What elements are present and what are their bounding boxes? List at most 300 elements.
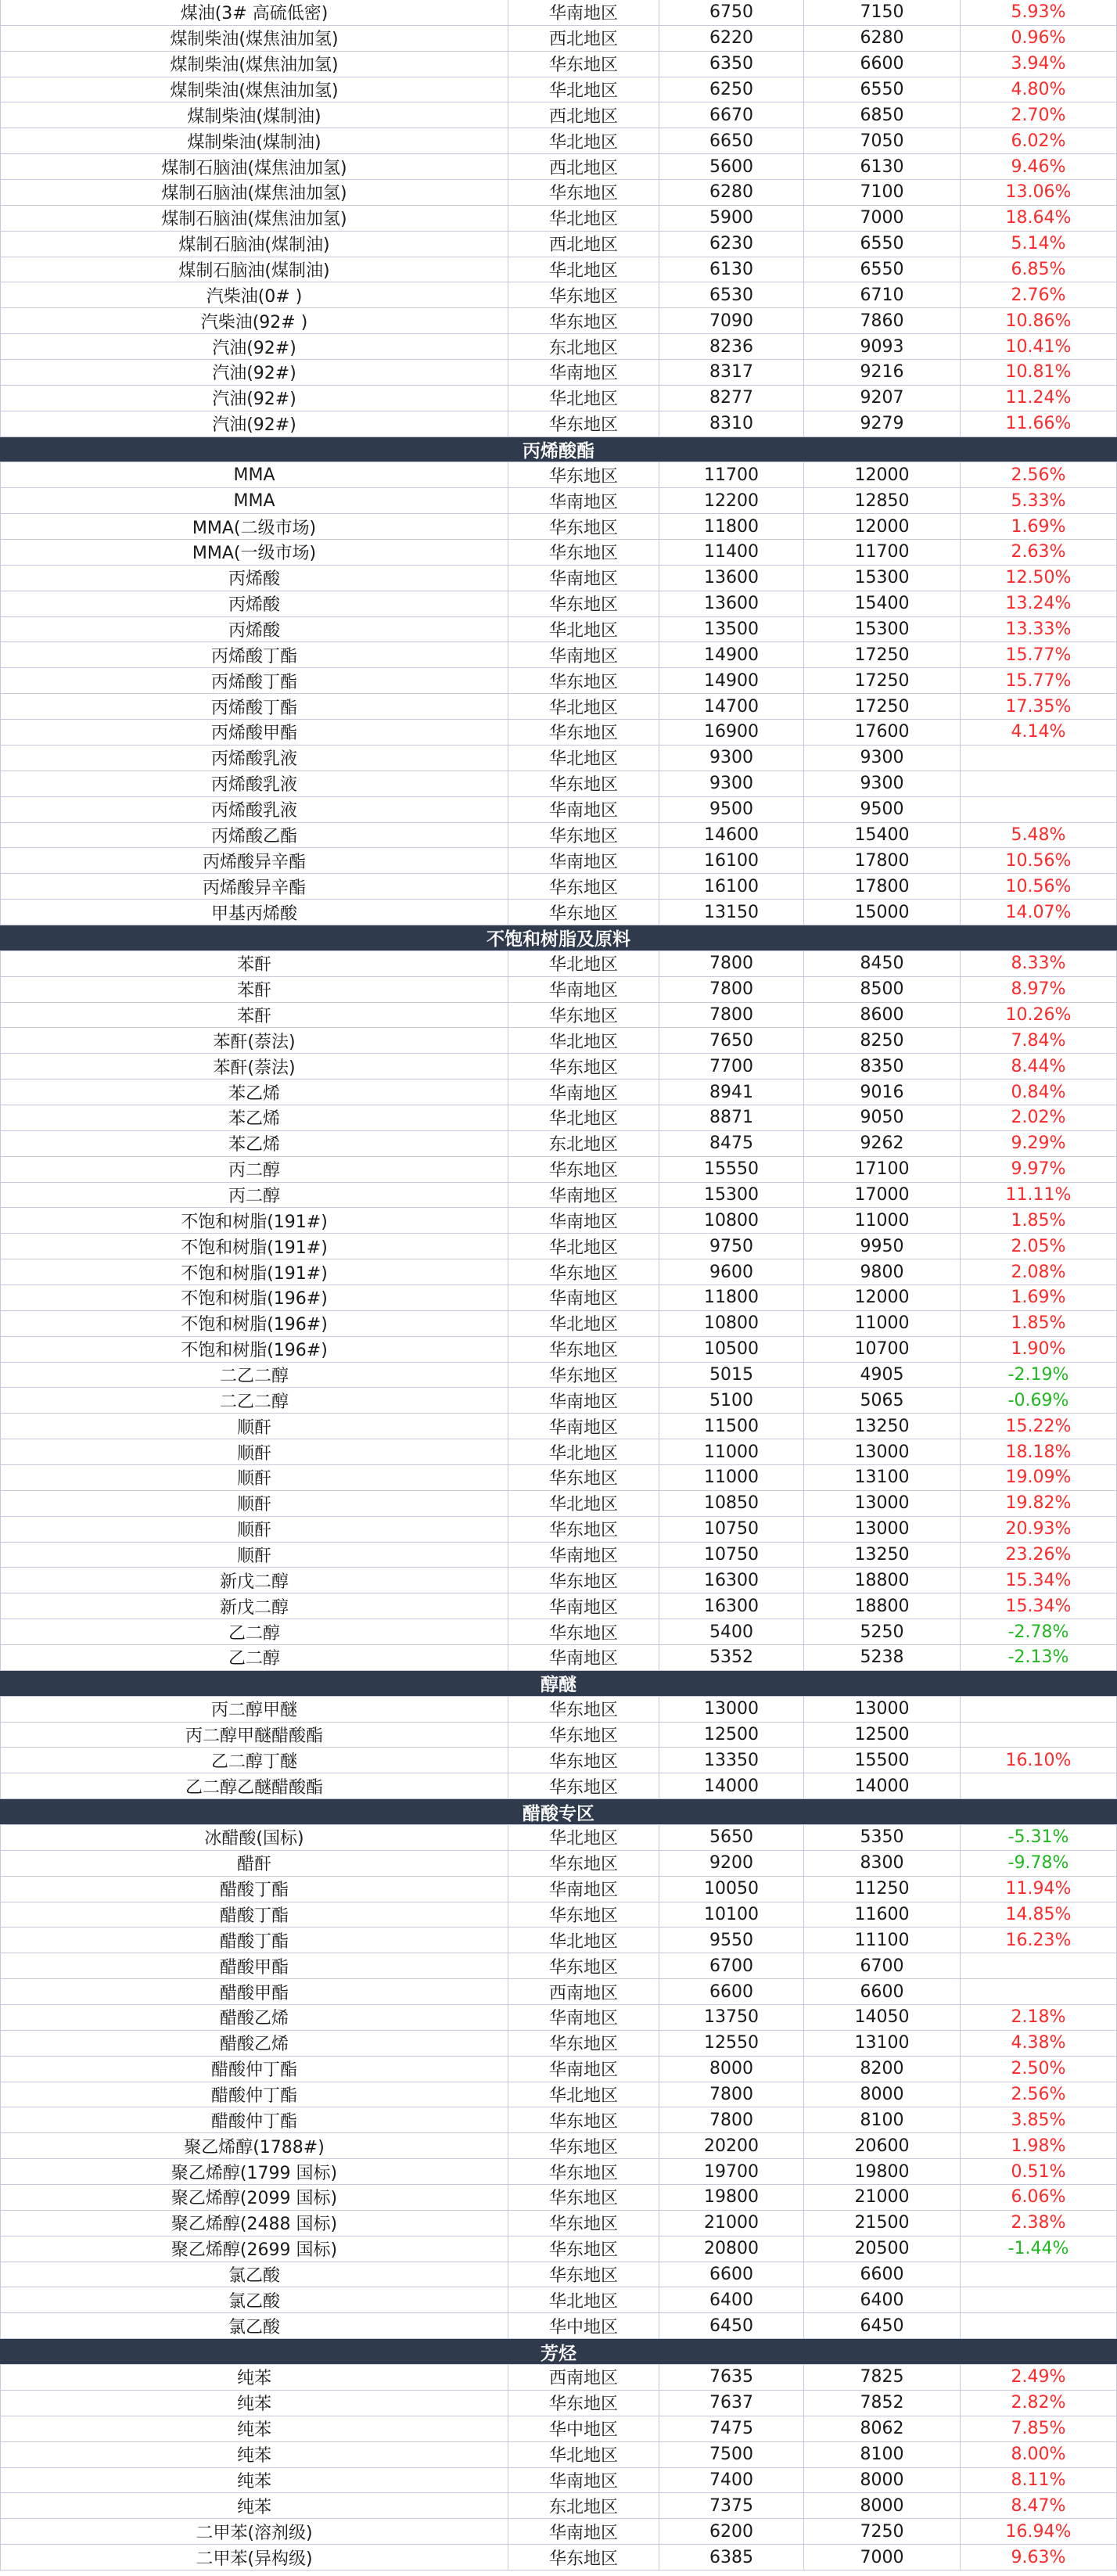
current-price-cell: 15400 bbox=[804, 591, 961, 616]
region-cell: 华北地区 bbox=[508, 206, 659, 231]
current-price-cell: 9050 bbox=[804, 1105, 961, 1130]
product-name-cell: 聚乙烯醇(2488 国标) bbox=[0, 2211, 508, 2236]
current-price-cell: 11000 bbox=[804, 1311, 961, 1336]
current-price-cell: 11000 bbox=[804, 1208, 961, 1233]
table-row bbox=[0, 1645, 1117, 1671]
change-percent-cell bbox=[961, 2287, 1117, 2312]
current-price-cell: 10700 bbox=[804, 1337, 961, 1362]
region-cell: 华东地区 bbox=[508, 1773, 659, 1798]
current-price-cell: 8450 bbox=[804, 951, 961, 976]
product-name-cell: 顺酐 bbox=[0, 1414, 508, 1439]
previous-price-cell: 12200 bbox=[659, 488, 804, 513]
region-cell: 华北地区 bbox=[508, 1028, 659, 1053]
region-cell: 华东地区 bbox=[508, 2185, 659, 2210]
product-name-cell: 丙烯酸乙酯 bbox=[0, 823, 508, 848]
previous-price-cell: 9600 bbox=[659, 1259, 804, 1284]
region-cell: 华南地区 bbox=[508, 977, 659, 1002]
region-cell: 西北地区 bbox=[508, 232, 659, 257]
change-percent-cell: 3.85% bbox=[961, 2107, 1117, 2132]
table-row bbox=[0, 1259, 1117, 1285]
previous-price-cell: 6530 bbox=[659, 282, 804, 307]
region-cell: 华东地区 bbox=[508, 1697, 659, 1722]
change-percent-cell: 19.82% bbox=[961, 1491, 1117, 1516]
previous-price-cell: 6130 bbox=[659, 257, 804, 282]
region-cell: 华东地区 bbox=[508, 874, 659, 899]
previous-price-cell: 6280 bbox=[659, 180, 804, 205]
current-price-cell: 17000 bbox=[804, 1183, 961, 1208]
previous-price-cell: 6220 bbox=[659, 26, 804, 51]
product-name-cell: 顺酐 bbox=[0, 1439, 508, 1464]
change-percent-cell: -5.31% bbox=[961, 1825, 1117, 1850]
change-percent-cell: 2.05% bbox=[961, 1234, 1117, 1259]
product-name-cell: 二甲苯(异构级) bbox=[0, 2545, 508, 2570]
change-percent-cell: 13.33% bbox=[961, 617, 1117, 642]
change-percent-cell: 9.63% bbox=[961, 2545, 1117, 2570]
region-cell: 东北地区 bbox=[508, 2493, 659, 2518]
change-percent-cell: -2.13% bbox=[961, 1645, 1117, 1670]
product-name-cell: 醋酸仲丁酯 bbox=[0, 2082, 508, 2107]
region-cell: 华南地区 bbox=[508, 1645, 659, 1670]
table-row bbox=[0, 1593, 1117, 1619]
table-row bbox=[0, 1697, 1117, 1723]
region-cell: 华东地区 bbox=[508, 823, 659, 848]
product-name-cell: 不饱和树脂(196#) bbox=[0, 1285, 508, 1310]
previous-price-cell: 15550 bbox=[659, 1157, 804, 1182]
product-name-cell: 纯苯 bbox=[0, 2442, 508, 2467]
change-percent-cell: 8.44% bbox=[961, 1054, 1117, 1079]
region-cell: 华东地区 bbox=[508, 1723, 659, 1748]
region-cell: 华南地区 bbox=[508, 1208, 659, 1233]
previous-price-cell: 15300 bbox=[659, 1183, 804, 1208]
product-name-cell: 醋酸丁酯 bbox=[0, 1928, 508, 1953]
current-price-cell: 20500 bbox=[804, 2236, 961, 2262]
change-percent-cell: 18.18% bbox=[961, 1439, 1117, 1464]
product-name-cell: 汽油(92#) bbox=[0, 411, 508, 437]
region-cell: 华东地区 bbox=[508, 2031, 659, 2056]
change-percent-cell: 1.69% bbox=[961, 1285, 1117, 1310]
product-name-cell: MMA(一级市场) bbox=[0, 540, 508, 565]
current-price-cell: 19800 bbox=[804, 2159, 961, 2184]
previous-price-cell: 7400 bbox=[659, 2468, 804, 2493]
current-price-cell: 17800 bbox=[804, 874, 961, 899]
table-row bbox=[0, 1517, 1117, 1543]
current-price-cell: 6280 bbox=[804, 26, 961, 51]
region-cell: 华东地区 bbox=[508, 2391, 659, 2416]
product-name-cell: 苯酐 bbox=[0, 951, 508, 976]
product-name-cell: 纯苯 bbox=[0, 2416, 508, 2441]
table-row bbox=[0, 2287, 1117, 2313]
region-cell: 西北地区 bbox=[508, 102, 659, 128]
product-name-cell: 丙烯酸 bbox=[0, 566, 508, 591]
region-cell: 华东地区 bbox=[508, 540, 659, 565]
current-price-cell: 8250 bbox=[804, 1028, 961, 1053]
previous-price-cell: 5100 bbox=[659, 1388, 804, 1413]
current-price-cell: 11700 bbox=[804, 540, 961, 565]
current-price-cell: 11100 bbox=[804, 1928, 961, 1953]
change-percent-cell: 5.48% bbox=[961, 823, 1117, 848]
change-percent-cell: 16.10% bbox=[961, 1748, 1117, 1773]
previous-price-cell: 14700 bbox=[659, 694, 804, 719]
table-row bbox=[0, 2391, 1117, 2416]
table-row bbox=[0, 951, 1117, 977]
current-price-cell: 20600 bbox=[804, 2133, 961, 2158]
change-percent-cell bbox=[961, 1773, 1117, 1798]
table-row bbox=[0, 2365, 1117, 2391]
change-percent-cell bbox=[961, 771, 1117, 796]
current-price-cell: 8350 bbox=[804, 1054, 961, 1079]
current-price-cell: 9093 bbox=[804, 334, 961, 359]
change-percent-cell: 2.18% bbox=[961, 2005, 1117, 2030]
current-price-cell: 12000 bbox=[804, 1285, 961, 1310]
product-name-cell: 丙二醇 bbox=[0, 1157, 508, 1182]
product-name-cell: 聚乙烯醇(2099 国标) bbox=[0, 2185, 508, 2210]
product-name-cell: 丙烯酸丁酯 bbox=[0, 694, 508, 719]
region-cell: 华东地区 bbox=[508, 2211, 659, 2236]
product-name-cell: 聚乙烯醇(1788#) bbox=[0, 2133, 508, 2158]
change-percent-cell: 15.22% bbox=[961, 1414, 1117, 1439]
previous-price-cell: 13350 bbox=[659, 1748, 804, 1773]
current-price-cell: 13000 bbox=[804, 1491, 961, 1516]
region-cell: 华南地区 bbox=[508, 642, 659, 667]
region-cell: 华北地区 bbox=[508, 2287, 659, 2312]
product-name-cell: 苯酐 bbox=[0, 1003, 508, 1028]
region-cell: 西南地区 bbox=[508, 1979, 659, 2004]
table-row bbox=[0, 566, 1117, 591]
table-row bbox=[0, 1825, 1117, 1851]
table-row bbox=[0, 745, 1117, 771]
current-price-cell: 7825 bbox=[804, 2365, 961, 2390]
table-row bbox=[0, 1003, 1117, 1029]
previous-price-cell: 7475 bbox=[659, 2416, 804, 2441]
product-name-cell: 醋酸甲酯 bbox=[0, 1953, 508, 1978]
change-percent-cell: -1.44% bbox=[961, 2236, 1117, 2262]
region-cell: 西北地区 bbox=[508, 26, 659, 51]
previous-price-cell: 10800 bbox=[659, 1311, 804, 1336]
previous-price-cell: 16100 bbox=[659, 848, 804, 873]
table-row bbox=[0, 900, 1117, 925]
change-percent-cell: 23.26% bbox=[961, 1543, 1117, 1568]
previous-price-cell: 6350 bbox=[659, 52, 804, 77]
table-row bbox=[0, 591, 1117, 617]
product-name-cell: 新戊二醇 bbox=[0, 1593, 508, 1619]
previous-price-cell: 10500 bbox=[659, 1337, 804, 1362]
region-cell: 华东地区 bbox=[508, 771, 659, 796]
region-cell: 华南地区 bbox=[508, 1543, 659, 1568]
table-row bbox=[0, 2185, 1117, 2211]
region-cell: 华北地区 bbox=[508, 1491, 659, 1516]
previous-price-cell: 14000 bbox=[659, 1773, 804, 1798]
product-name-cell: 冰醋酸(国标) bbox=[0, 1825, 508, 1850]
current-price-cell: 17800 bbox=[804, 848, 961, 873]
previous-price-cell: 7800 bbox=[659, 977, 804, 1002]
current-price-cell: 8000 bbox=[804, 2082, 961, 2107]
previous-price-cell: 5352 bbox=[659, 1645, 804, 1670]
previous-price-cell: 6450 bbox=[659, 2313, 804, 2338]
table-row bbox=[0, 1877, 1117, 1902]
current-price-cell: 6600 bbox=[804, 52, 961, 77]
current-price-cell: 8062 bbox=[804, 2416, 961, 2441]
region-cell: 华东地区 bbox=[508, 1337, 659, 1362]
product-name-cell: 煤制石脑油(煤制油) bbox=[0, 232, 508, 257]
table-row bbox=[0, 2493, 1117, 2519]
table-row bbox=[0, 1080, 1117, 1105]
previous-price-cell: 7800 bbox=[659, 2082, 804, 2107]
table-row bbox=[0, 1337, 1117, 1363]
previous-price-cell: 9300 bbox=[659, 771, 804, 796]
product-name-cell: 苯酐(萘法) bbox=[0, 1054, 508, 1079]
region-cell: 华东地区 bbox=[508, 462, 659, 487]
table-row bbox=[0, 1465, 1117, 1491]
region-cell: 华东地区 bbox=[508, 411, 659, 437]
current-price-cell: 17600 bbox=[804, 720, 961, 745]
current-price-cell: 13250 bbox=[804, 1414, 961, 1439]
table-row bbox=[0, 1105, 1117, 1131]
current-price-cell: 9016 bbox=[804, 1080, 961, 1105]
region-cell: 华北地区 bbox=[508, 2082, 659, 2107]
change-percent-cell: 11.66% bbox=[961, 411, 1117, 437]
product-name-cell: 汽柴油(92# ) bbox=[0, 308, 508, 333]
region-cell: 华东地区 bbox=[508, 282, 659, 307]
current-price-cell: 8200 bbox=[804, 2057, 961, 2082]
current-price-cell: 9300 bbox=[804, 771, 961, 796]
previous-price-cell: 10750 bbox=[659, 1543, 804, 1568]
product-name-cell: 氯乙酸 bbox=[0, 2262, 508, 2287]
product-name-cell: 丙烯酸 bbox=[0, 591, 508, 616]
current-price-cell: 6550 bbox=[804, 232, 961, 257]
product-name-cell: 醋酸仲丁酯 bbox=[0, 2057, 508, 2082]
product-name-cell: 不饱和树脂(191#) bbox=[0, 1259, 508, 1284]
previous-price-cell: 7090 bbox=[659, 308, 804, 333]
table-row bbox=[0, 797, 1117, 823]
previous-price-cell: 6230 bbox=[659, 232, 804, 257]
product-name-cell: 纯苯 bbox=[0, 2493, 508, 2518]
region-cell: 华东地区 bbox=[508, 2159, 659, 2184]
change-percent-cell: 4.38% bbox=[961, 2031, 1117, 2056]
product-name-cell: 乙二醇 bbox=[0, 1619, 508, 1644]
previous-price-cell: 7650 bbox=[659, 1028, 804, 1053]
product-name-cell: 苯乙烯 bbox=[0, 1131, 508, 1156]
region-cell: 华东地区 bbox=[508, 52, 659, 77]
previous-price-cell: 20800 bbox=[659, 2236, 804, 2262]
current-price-cell: 6400 bbox=[804, 2287, 961, 2312]
product-name-cell: 煤制石脑油(煤焦油加氢) bbox=[0, 206, 508, 231]
product-name-cell: 煤制石脑油(煤焦油加氢) bbox=[0, 180, 508, 205]
product-name-cell: 丙烯酸异辛酯 bbox=[0, 848, 508, 873]
previous-price-cell: 8000 bbox=[659, 2057, 804, 2082]
region-cell: 华东地区 bbox=[508, 514, 659, 539]
region-cell: 华南地区 bbox=[508, 2519, 659, 2544]
product-name-cell: 不饱和树脂(191#) bbox=[0, 1208, 508, 1233]
region-cell: 华东地区 bbox=[508, 1517, 659, 1542]
region-cell: 华东地区 bbox=[508, 1363, 659, 1388]
previous-price-cell: 10800 bbox=[659, 1208, 804, 1233]
change-percent-cell: 2.50% bbox=[961, 2057, 1117, 2082]
previous-price-cell: 12550 bbox=[659, 2031, 804, 2056]
current-price-cell: 6450 bbox=[804, 2313, 961, 2338]
current-price-cell: 11600 bbox=[804, 1902, 961, 1928]
product-name-cell: 顺酐 bbox=[0, 1517, 508, 1542]
table-row bbox=[0, 154, 1117, 180]
current-price-cell: 9216 bbox=[804, 360, 961, 385]
change-percent-cell: 5.93% bbox=[961, 0, 1117, 25]
product-name-cell: 纯苯 bbox=[0, 2468, 508, 2493]
change-percent-cell: 15.34% bbox=[961, 1568, 1117, 1593]
table-row bbox=[0, 1157, 1117, 1183]
region-cell: 华北地区 bbox=[508, 2442, 659, 2467]
product-name-cell: 乙二醇丁醚 bbox=[0, 1748, 508, 1773]
product-name-cell: 丙烯酸甲酯 bbox=[0, 720, 508, 745]
change-percent-cell: 0.96% bbox=[961, 26, 1117, 51]
region-cell: 华南地区 bbox=[508, 2468, 659, 2493]
product-name-cell: 不饱和树脂(196#) bbox=[0, 1311, 508, 1336]
current-price-cell: 12000 bbox=[804, 514, 961, 539]
current-price-cell: 4905 bbox=[804, 1363, 961, 1388]
current-price-cell: 13100 bbox=[804, 1465, 961, 1490]
table-row bbox=[0, 1619, 1117, 1645]
current-price-cell: 6710 bbox=[804, 282, 961, 307]
previous-price-cell: 6250 bbox=[659, 77, 804, 102]
region-cell: 华东地区 bbox=[508, 2262, 659, 2287]
change-percent-cell: 18.64% bbox=[961, 206, 1117, 231]
product-name-cell: MMA bbox=[0, 462, 508, 487]
current-price-cell: 8500 bbox=[804, 977, 961, 1002]
previous-price-cell: 11400 bbox=[659, 540, 804, 565]
previous-price-cell: 13500 bbox=[659, 617, 804, 642]
current-price-cell: 17250 bbox=[804, 668, 961, 693]
table-row bbox=[0, 1902, 1117, 1928]
section-header: 芳烃 bbox=[0, 2339, 1117, 2365]
current-price-cell: 17250 bbox=[804, 694, 961, 719]
table-row bbox=[0, 668, 1117, 694]
previous-price-cell: 13750 bbox=[659, 2005, 804, 2030]
current-price-cell: 9800 bbox=[804, 1259, 961, 1284]
current-price-cell: 9279 bbox=[804, 411, 961, 437]
previous-price-cell: 8310 bbox=[659, 411, 804, 437]
table-row bbox=[0, 642, 1117, 668]
previous-price-cell: 13600 bbox=[659, 591, 804, 616]
change-percent-cell: 2.08% bbox=[961, 1259, 1117, 1284]
previous-price-cell: 9750 bbox=[659, 1234, 804, 1259]
current-price-cell: 18800 bbox=[804, 1593, 961, 1619]
product-name-cell: 醋酸丁酯 bbox=[0, 1877, 508, 1902]
previous-price-cell: 7800 bbox=[659, 951, 804, 976]
current-price-cell: 6700 bbox=[804, 1953, 961, 1978]
change-percent-cell: 15.77% bbox=[961, 668, 1117, 693]
region-cell: 华北地区 bbox=[508, 1825, 659, 1850]
region-cell: 华东地区 bbox=[508, 1902, 659, 1928]
region-cell: 华东地区 bbox=[508, 1851, 659, 1876]
table-row bbox=[0, 2031, 1117, 2057]
change-percent-cell: 1.69% bbox=[961, 514, 1117, 539]
current-price-cell: 17100 bbox=[804, 1157, 961, 1182]
table-row bbox=[0, 1363, 1117, 1389]
product-name-cell: 苯酐 bbox=[0, 977, 508, 1002]
region-cell: 华东地区 bbox=[508, 720, 659, 745]
current-price-cell: 5250 bbox=[804, 1619, 961, 1644]
region-cell: 华北地区 bbox=[508, 1439, 659, 1464]
region-cell: 华北地区 bbox=[508, 1311, 659, 1336]
table-row bbox=[0, 2057, 1117, 2082]
product-name-cell: 不饱和树脂(196#) bbox=[0, 1337, 508, 1362]
product-name-cell: 甲基丙烯酸 bbox=[0, 900, 508, 925]
change-percent-cell: 4.14% bbox=[961, 720, 1117, 745]
table-row bbox=[0, 77, 1117, 103]
region-cell: 华南地区 bbox=[508, 1080, 659, 1105]
change-percent-cell bbox=[961, 2313, 1117, 2338]
region-cell: 华东地区 bbox=[508, 591, 659, 616]
change-percent-cell: 19.09% bbox=[961, 1465, 1117, 1490]
region-cell: 华南地区 bbox=[508, 566, 659, 591]
previous-price-cell: 5900 bbox=[659, 206, 804, 231]
table-row bbox=[0, 874, 1117, 900]
previous-price-cell: 7635 bbox=[659, 2365, 804, 2390]
current-price-cell: 7000 bbox=[804, 206, 961, 231]
current-price-cell: 8100 bbox=[804, 2107, 961, 2132]
previous-price-cell: 11000 bbox=[659, 1465, 804, 1490]
region-cell: 华南地区 bbox=[508, 360, 659, 385]
product-name-cell: 二乙二醇 bbox=[0, 1388, 508, 1413]
table-row bbox=[0, 1388, 1117, 1414]
region-cell: 华东地区 bbox=[508, 2545, 659, 2570]
region-cell: 华南地区 bbox=[508, 2005, 659, 2030]
region-cell: 华北地区 bbox=[508, 694, 659, 719]
change-percent-cell: 10.41% bbox=[961, 334, 1117, 359]
region-cell: 华东地区 bbox=[508, 180, 659, 205]
region-cell: 华南地区 bbox=[508, 797, 659, 822]
previous-price-cell: 19700 bbox=[659, 2159, 804, 2184]
current-price-cell: 15400 bbox=[804, 823, 961, 848]
region-cell: 华东地区 bbox=[508, 900, 659, 925]
table-row bbox=[0, 540, 1117, 566]
product-name-cell: 煤制柴油(煤焦油加氢) bbox=[0, 26, 508, 51]
change-percent-cell: 16.94% bbox=[961, 2519, 1117, 2544]
previous-price-cell: 12500 bbox=[659, 1723, 804, 1748]
table-row bbox=[0, 232, 1117, 257]
current-price-cell: 14000 bbox=[804, 1773, 961, 1798]
table-row bbox=[0, 1928, 1117, 1953]
current-price-cell: 8000 bbox=[804, 2493, 961, 2518]
change-percent-cell: 2.70% bbox=[961, 102, 1117, 128]
table-row bbox=[0, 2107, 1117, 2133]
table-row bbox=[0, 1054, 1117, 1080]
change-percent-cell: -2.19% bbox=[961, 1363, 1117, 1388]
current-price-cell: 21500 bbox=[804, 2211, 961, 2236]
table-row bbox=[0, 102, 1117, 128]
previous-price-cell: 7700 bbox=[659, 1054, 804, 1079]
table-row bbox=[0, 180, 1117, 206]
current-price-cell: 7000 bbox=[804, 2545, 961, 2570]
table-row bbox=[0, 2262, 1117, 2288]
table-row bbox=[0, 26, 1117, 52]
region-cell: 华北地区 bbox=[508, 617, 659, 642]
previous-price-cell: 16900 bbox=[659, 720, 804, 745]
table-row bbox=[0, 128, 1117, 154]
current-price-cell: 8600 bbox=[804, 1003, 961, 1028]
product-name-cell: 丙二醇甲醚醋酸酯 bbox=[0, 1723, 508, 1748]
previous-price-cell: 6385 bbox=[659, 2545, 804, 2570]
current-price-cell: 7860 bbox=[804, 308, 961, 333]
region-cell: 华中地区 bbox=[508, 2313, 659, 2338]
product-name-cell: 醋酸乙烯 bbox=[0, 2031, 508, 2056]
current-price-cell: 9262 bbox=[804, 1131, 961, 1156]
product-name-cell: 丙二醇甲醚 bbox=[0, 1697, 508, 1722]
region-cell: 华中地区 bbox=[508, 2416, 659, 2441]
previous-price-cell: 8317 bbox=[659, 360, 804, 385]
table-row bbox=[0, 52, 1117, 77]
previous-price-cell: 5400 bbox=[659, 1619, 804, 1644]
product-name-cell: 煤制石脑油(煤制油) bbox=[0, 257, 508, 282]
previous-price-cell: 6700 bbox=[659, 1953, 804, 1978]
